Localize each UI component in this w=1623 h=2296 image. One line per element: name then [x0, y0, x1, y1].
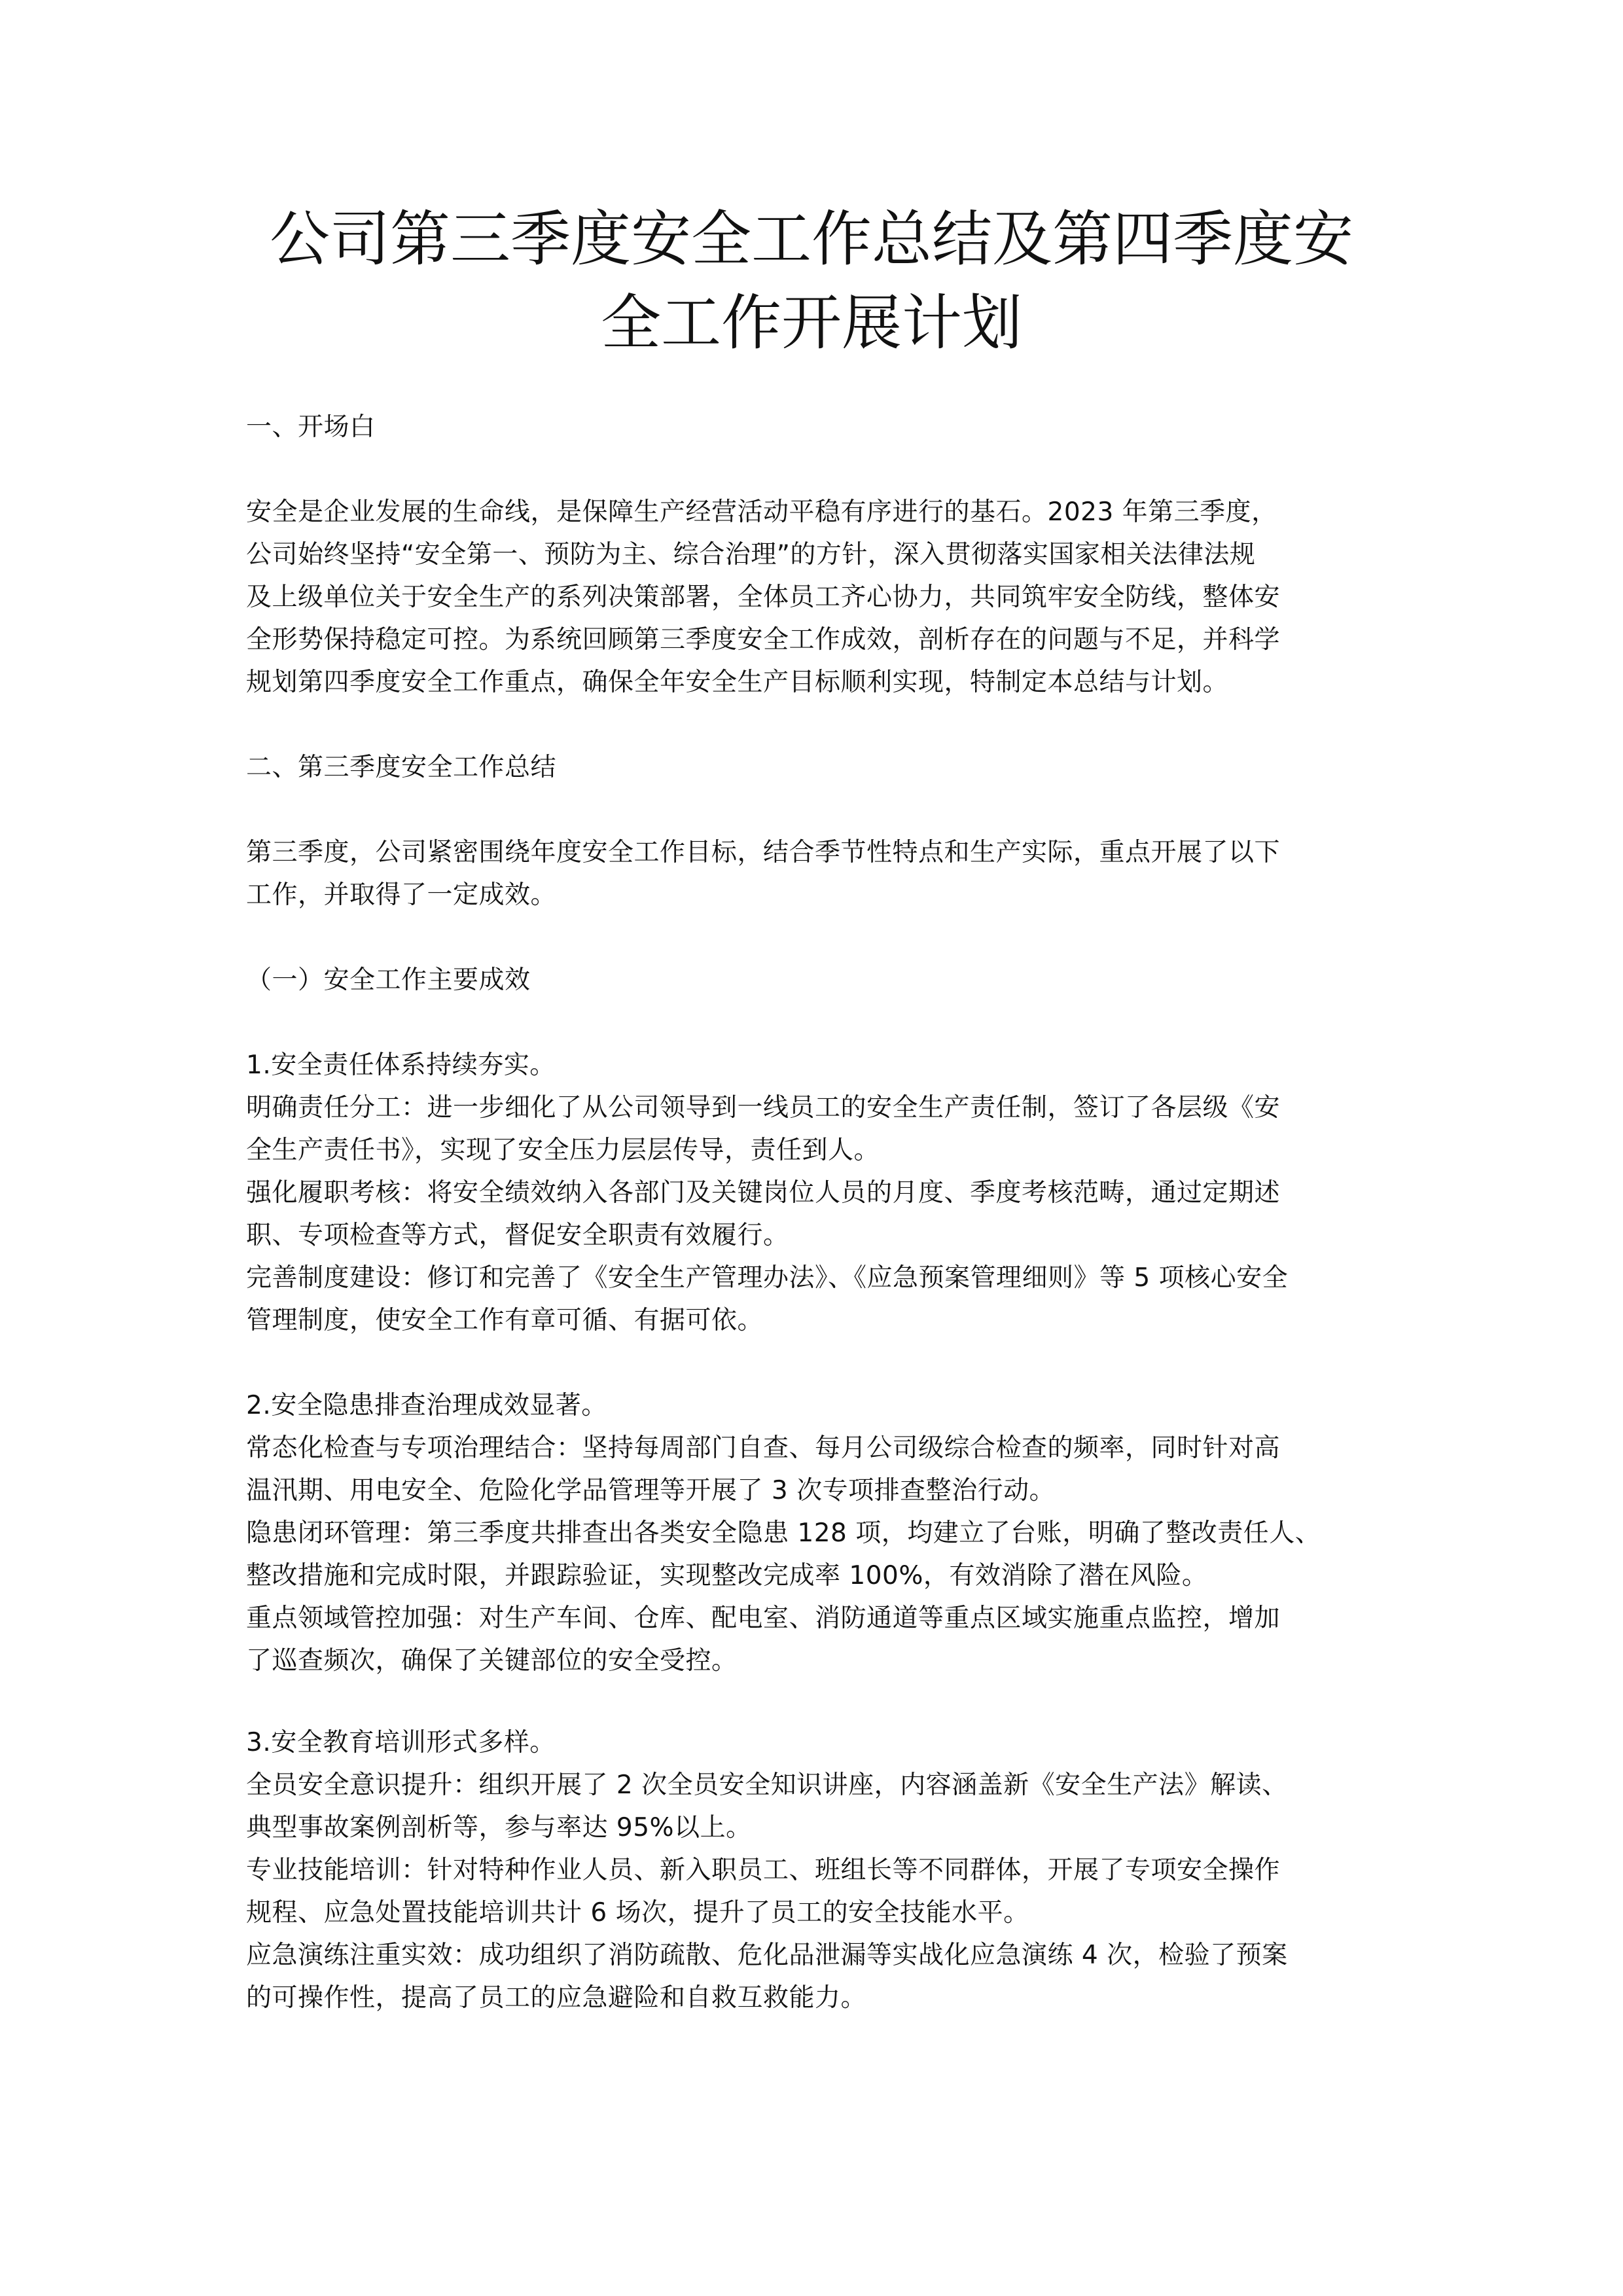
item-responsibility-system: [246, 1044, 1393, 1342]
paragraph-line: 公司始终坚持“安全第一、预防为主、综合治理”的方针，深入贯彻落实国家相关法律法规: [246, 540, 1256, 569]
subsection-heading-achievements: [246, 959, 1393, 1001]
paragraph-line: 隐患闭环管理：第三季度共排查出各类安全隐患 128 项，均建立了台账，明确了整改责任人、: [246, 1518, 1321, 1548]
paragraph-line: 专业技能培训：针对特种作业人员、新入职员工、班组长等不同群体，开展了专项安全操作: [246, 1856, 1281, 1885]
summary-intro-paragraph: [246, 831, 1393, 916]
paragraph-line: 了巡查频次，确保了关键部位的安全受控。: [246, 1646, 738, 1676]
item-title: 3.安全教育培训形式多样。: [246, 1728, 556, 1757]
item-hazard-inspection: [246, 1384, 1393, 1682]
document-title-line1: 公司第三季度安全工作总结及第四季度安: [269, 204, 1353, 274]
paragraph-line: 全员安全意识提升：组织开展了 2 次全员安全知识讲座，内容涵盖新《安全生产法》解读、: [246, 1770, 1288, 1800]
paragraph-line: 明确责任分工：进一步细化了从公司领导到一线员工的安全生产责任制，签订了各层级《安: [246, 1093, 1281, 1122]
paragraph-line: 安全是企业发展的生命线，是保障生产经营活动平稳有序进行的基石。2023 年第三季度，: [246, 497, 1277, 527]
paragraph-line: 完善制度建设：修订和完善了《安全生产管理办法》、《应急预案管理细则》等 5 项核心安全: [246, 1263, 1289, 1293]
paragraph-line: 重点领域管控加强：对生产车间、仓库、配电室、消防通道等重点区域实施重点监控，增加: [246, 1604, 1281, 1633]
paragraph-line: 强化履职考核：将安全绩效纳入各部门及关键岗位人员的月度、季度考核范畴，通过定期述: [246, 1178, 1281, 1208]
paragraph-line: 常态化检查与专项治理结合：坚持每周部门自查、每月公司级综合检查的频率，同时针对高: [246, 1433, 1281, 1463]
heading-text: 二、第三季度安全工作总结: [246, 753, 557, 782]
paragraph-line: 第三季度，公司紧密围绕年度安全工作目标，结合季节性特点和生产实际，重点开展了以下: [246, 838, 1281, 867]
paragraph-line: 工作，并取得了一定成效。: [246, 880, 557, 910]
paragraph-line: 温汛期、用电安全、危险化学品管理等开展了 3 次专项排查整治行动。: [246, 1476, 1056, 1505]
paragraph-line: 全生产责任书》，实现了安全压力层层传导，责任到人。: [246, 1136, 880, 1165]
paragraph-line: 及上级单位关于安全生产的系列决策部署，全体员工齐心协力，共同筑牢安全防线，整体安: [246, 583, 1281, 612]
paragraph-line: 整改措施和完成时限，并跟踪验证，实现整改完成率 100%，有效消除了潜在风险。: [246, 1561, 1208, 1590]
heading-text: 一、开场白: [246, 412, 376, 442]
paragraph-line: 职、专项检查等方式，督促安全职责有效履行。: [246, 1221, 789, 1250]
paragraph-line: 典型事故案例剖析等，参与率达 95%以上。: [246, 1813, 752, 1842]
item-title: 2.安全隐患排查治理成效显著。: [246, 1391, 607, 1420]
item-title: 1.安全责任体系持续夯实。: [246, 1050, 556, 1080]
section-heading-opening: [246, 406, 1393, 448]
item-safety-training: [246, 1721, 1393, 2019]
paragraph-line: 的可操作性，提高了员工的应急避险和自救互救能力。: [246, 1983, 867, 2013]
paragraph-line: 规划第四季度安全工作重点，确保全年安全生产目标顺利实现，特制定本总结与计划。: [246, 668, 1229, 697]
section-heading-summary: [246, 746, 1393, 789]
document-title-line2: 全工作开展计划: [600, 288, 1022, 358]
paragraph-line: 应急演练注重实效：成功组织了消防疏散、危化品泄漏等实战化应急演练 4 次，检验了预案: [246, 1941, 1288, 1970]
paragraph-line: 规程、应急处置技能培训共计 6 场次，提升了员工的安全技能水平。: [246, 1898, 1029, 1928]
opening-paragraph: [246, 491, 1393, 704]
paragraph-line: 全形势保持稳定可控。为系统回顾第三季度安全工作成效，剖析存在的问题与不足，并科学: [246, 625, 1281, 655]
heading-text: （一）安全工作主要成效: [246, 965, 531, 995]
paragraph-line: 管理制度，使安全工作有章可循、有据可依。: [246, 1306, 764, 1335]
